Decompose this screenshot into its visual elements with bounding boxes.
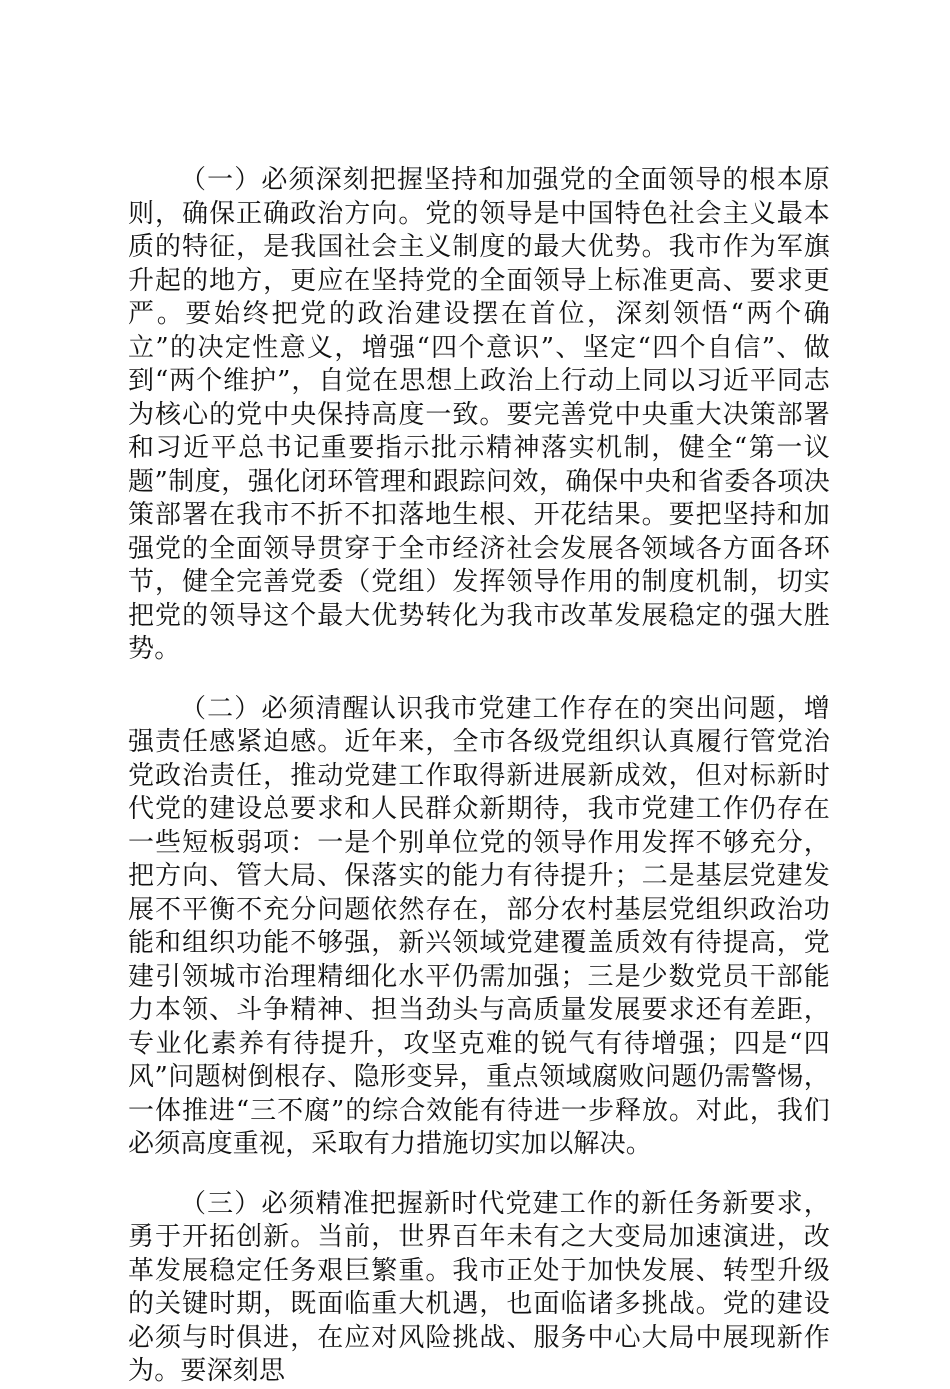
paragraph-1: （一）必须深刻把握坚持和加强党的全面领导的根本原则，确保正确政治方向。党的领导是中国特色社会主义最本质的特征，是我国社会主义制度的最大优势。我市作为军旗升起的地方，更应在坚持党的全面领导上标准更高、要求更严。要始终把党的政治建设摆在首位，深刻领悟“两个确立”的决定性意义，增强“四个意识”、坚定“四个自信”、做到“两个维护”，自觉在思想上政治上行动上同以习近平同志为核心的党中央保持高度一致。要完善党中央重大决策部署和习近平总书记重要指示批示精神落实机制，健全“第一议题”制度，强化闭环管理和跟踪问效，确保中央和省委各项决策部署在我市不折不扣落地生根、开花结果。要把坚持和加强党的全面领导贯穿于全市经济社会发展各领域各方面各环节，健全完善党委（党组）发挥领导作用的制度机制，切实把党的领导这个最大优势转化为我市改革发展稳定的强大胜势。 <box>128 165 830 664</box>
document-body <box>128 164 830 1389</box>
paragraph-3: （三）必须精准把握新时代党建工作的新任务新要求，勇于开拓创新。当前，世界百年未有之大变局加速演进，改革发展稳定任务艰巨繁重。我市正处于加快发展、转型升级的关键时期，既面临重大机遇，也面临诸多挑战。党的建设必须与时俱进，在应对风险挑战、服务中心大局中展现新作为。要深刻思 <box>128 1188 830 1386</box>
paragraph-2: （二）必须清醒认识我市党建工作存在的突出问题，增强责任感紧迫感。近年来，全市各级党组织认真履行管党治党政治责任，推动党建工作取得新进展新成效，但对标新时代党的建设总要求和人民群众新期待，我市党建工作仍存在一些短板弱项：一是个别单位党的领导作用发挥不够充分，把方向、管大局、保落实的能力有待提升；二是基层党建发展不平衡不充分问题依然存在，部分农村基层党组织政治功能和组织功能不够强，新兴领域党建覆盖质效有待提高，党建引领城市治理精细化水平仍需加强；三是少数党员干部能力本领、斗争精神、担当劲头与高质量发展要求还有差距，专业化素养有待提升，攻坚克难的锐气有待增强；四是“四风”问题树倒根存、隐形变异，重点领域腐败问题仍需警惕，一体推进“三不腐”的综合效能有待进一步释放。对此，我们必须高度重视，采取有力措施切实加以解决。 <box>128 693 830 1159</box>
